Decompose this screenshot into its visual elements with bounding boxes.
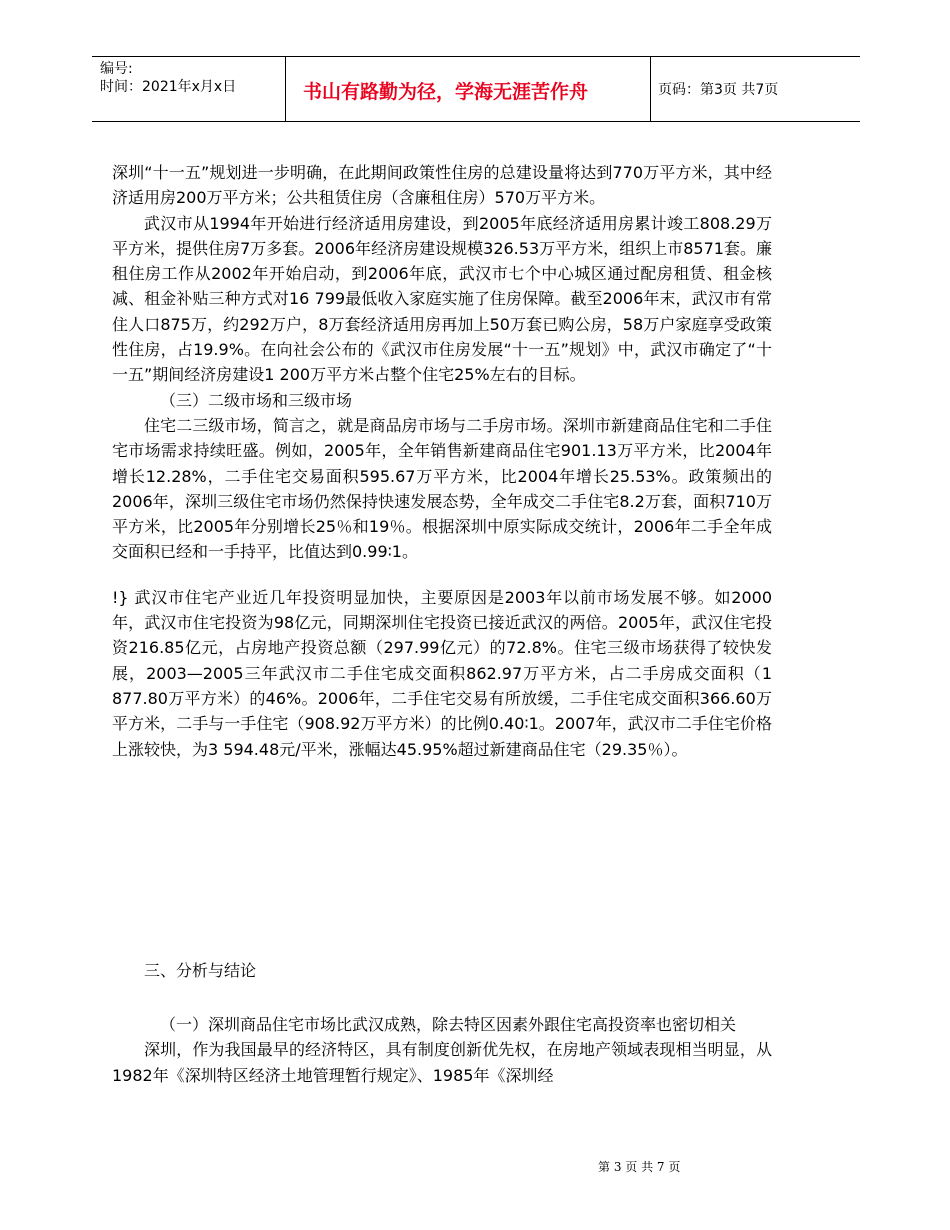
- section-heading-secondary-tertiary-market: （三）二级市场和三级市场: [160, 390, 353, 410]
- paragraph-wuhan-affordable-housing: 武汉市从1994年开始进行经济适用房建设，到2005年底经济适用房累计竣工808.29万平方米，提供住房7万多套。2006年经济房建设规模326.53万平方米，组织上市8571套。廉租住房工作从2002年开始启动，到2006年底，武汉市七个中心城区通过配房租赁、租金核减、租金补贴三种方式对16 799最低收入家庭实施了住房保障。截至2006年末，武汉市有常住人口875万，约292万户，8万套经济适用房再加上50万套已购公房，58万户家庭享受政策性住房，占19.9%。在向社会公布的《武汉市住房发展“十一五”规划》中，武汉市确定了“十一五”期间经济房建设1 200万平方米占整个住宅25%左右的目标。: [112, 213, 772, 385]
- subsection-heading-shenzhen-maturity: （一）深圳商品住宅市场比武汉成熟，除去特区因素外跟住宅高投资率也密切相关: [160, 1015, 737, 1034]
- paragraph-shenzhen-market: 住宅二三级市场，简言之，就是商品房市场与二手房市场。深圳市新建商品住宅和二手住宅市场需求持续旺盛。例如，2005年，全年销售新建商品住宅901.13万平方米，比2004年增长12.28%，二手住宅交易面积595.67万平方米，比2004年增长25.53%。政策频出的2006年，深圳三级住宅市场仍然保持快速发展态势，全年成交二手住宅8.2万套，面积710万平方米，比2005年分别增长25％和19％。根据深圳中原实际成交统计，2006年二手全年成交面积已经和一手持平，比值达到0.99∶1。: [112, 415, 772, 562]
- analysis-body: [112, 1012, 772, 1088]
- document-body: [112, 160, 772, 762]
- paragraph-shenzhen-special-zone: 深圳，作为我国最早的经济特区，具有制度创新优先权，在房地产领域表现相当明显，从1982年《深圳特区经济土地管理暂行规定》、1985年《深圳经: [112, 1040, 772, 1085]
- header-divider-left: [285, 57, 286, 121]
- header-divider-right: [650, 57, 651, 121]
- header-page-info: 页码：第3页 共7页: [658, 82, 779, 98]
- paragraph-shenzhen-plan: 深圳“十一五”规划进一步明确，在此期间政策性住房的总建设量将达到770万平方米，其中经济适用房200万平方米；公共租赁住房（含廉租住房）570万平方米。: [112, 163, 772, 208]
- header-motto: 书山有路勤为径，学海无涯苦作舟: [303, 81, 589, 103]
- document-number-label: 编号:: [100, 61, 133, 77]
- page-footer: 第 3 页 共 7 页: [598, 1160, 681, 1174]
- analysis-section: [112, 958, 772, 983]
- paragraph-wuhan-market: !} 武汉市住宅产业近几年投资明显加快，主要原因是2003年以前市场发展不够。如2000年，武汉市住宅投资为98亿元，同期深圳住宅投资已接近武汉的两倍。2005年，武汉住宅投资216.85亿元，占房地产投资总额（297.99亿元）的72.8%。住宅三级市场获得了较快发展，2003—2005三年武汉市二手住宅成交面积862.97万平方米，占二手房成交面积（1 877.80万平方米）的46%。2006年，二手住宅交易有所放缓，二手住宅成交面积366.60万平方米，二手与一手住宅（908.92万平方米）的比例0.40∶1。2007年，武汉市二手住宅价格上涨较快，为3 594.48元/平米，涨幅达45.95%超过新建商品住宅（29.35％）。: [112, 587, 772, 759]
- header-top-rule: [92, 56, 860, 57]
- section-heading-analysis: 三、分析与结论: [144, 961, 257, 980]
- header-bottom-rule: [92, 121, 860, 122]
- document-time-label: 时间：2021年x月x日: [100, 79, 237, 95]
